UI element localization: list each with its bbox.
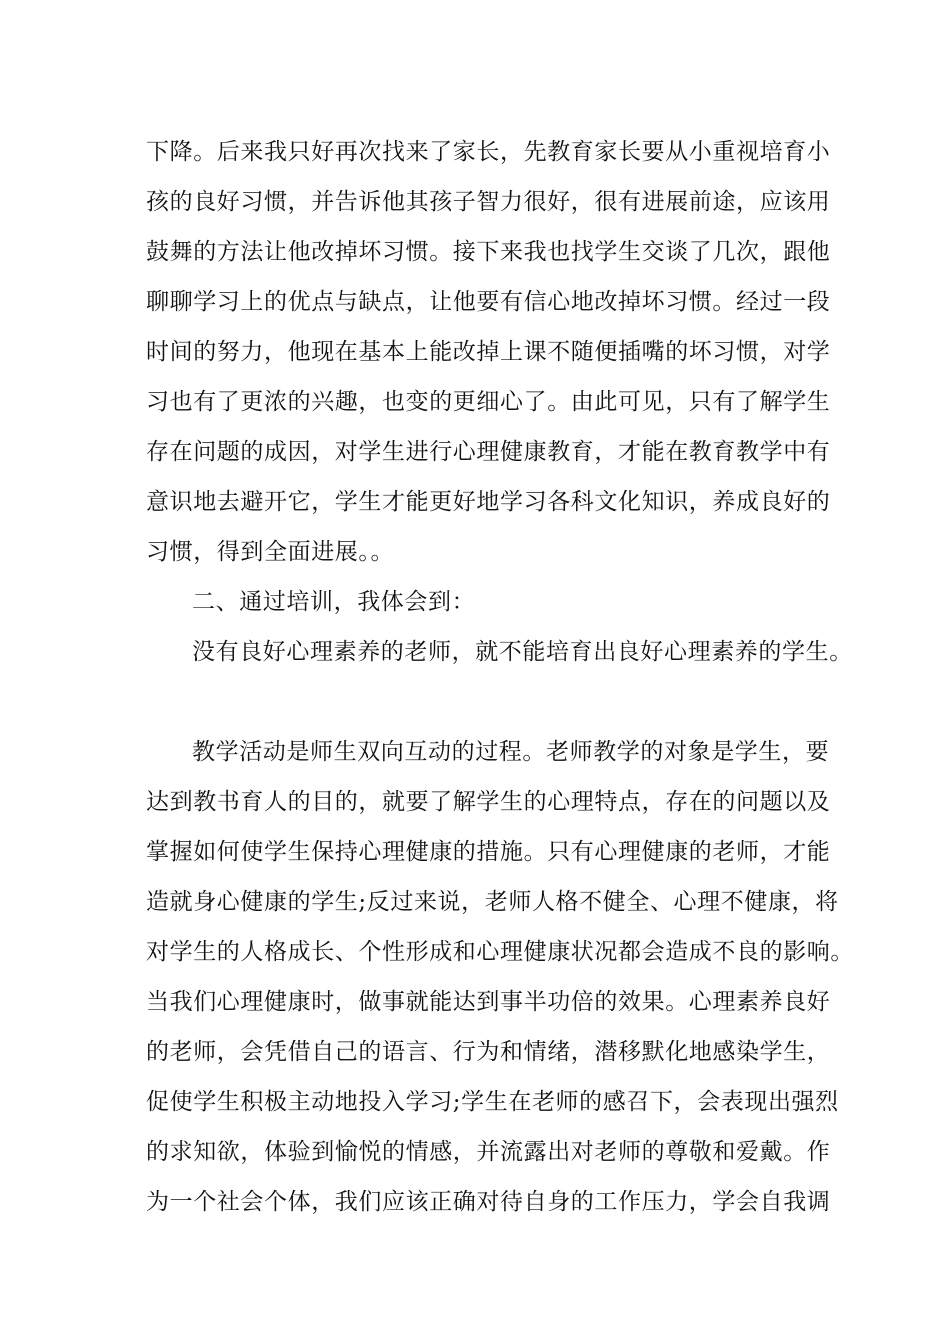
paragraph1-line: 鼓舞的方法让他改掉坏习惯。接下来我也找学生交谈了几次，跟他 xyxy=(146,239,831,265)
paragraph1-line: 孩的良好习惯，并告诉他其孩子智力很好，很有进展前途，应该用 xyxy=(146,189,831,215)
paragraph2-line: 促使学生积极主动地投入学习;学生在老师的感召下，会表现出强烈 xyxy=(146,1089,839,1115)
paragraph1-line: 意识地去避开它，学生才能更好地学习各科文化知识，养成良好的 xyxy=(146,489,831,515)
paragraph1-line: 时间的努力，他现在基本上能改掉上课不随便插嘴的坏习惯，对学 xyxy=(146,339,831,365)
paragraph1-line: 下降。后来我只好再次找来了家长，先教育家长要从小重视培育小 xyxy=(146,139,831,165)
paragraph2-line: 对学生的人格成长、个性形成和心理健康状况都会造成不良的影响。 xyxy=(146,939,854,965)
paragraph1-line: 聊聊学习上的优点与缺点，让他要有信心地改掉坏习惯。经过一段 xyxy=(146,289,831,315)
key-sentence: 没有良好心理素养的老师，就不能培育出良好心理素养的学生。 xyxy=(192,639,853,665)
paragraph2-line: 教学活动是师生双向互动的过程。老师教学的对象是学生，要 xyxy=(192,739,830,765)
paragraph1-line: 习惯，得到全面进展。。 xyxy=(146,539,395,565)
paragraph2-line: 造就身心健康的学生;反过来说，老师人格不健全、心理不健康，将 xyxy=(146,889,839,915)
paragraph2-line: 当我们心理健康时，做事就能达到事半功倍的效果。心理素养良好 xyxy=(146,989,831,1015)
section-heading: 二、通过培训，我体会到： xyxy=(192,589,476,615)
paragraph2-line: 达到教书育人的目的，就要了解学生的心理特点，存在的问题以及 xyxy=(146,789,831,815)
paragraph1-line: 习也有了更浓的兴趣，也变的更细心了。由此可见，只有了解学生 xyxy=(146,389,831,415)
paragraph2-line: 掌握如何使学生保持心理健康的措施。只有心理健康的老师，才能 xyxy=(146,839,831,865)
paragraph2-line: 为一个社会个体，我们应该正确对待自身的工作压力，学会自我调 xyxy=(146,1189,831,1215)
paragraph1-line: 存在问题的成因，对学生进行心理健康教育，才能在教育教学中有 xyxy=(146,439,831,465)
paragraph2-line: 的老师，会凭借自己的语言、行为和情绪，潜移默化地感染学生， xyxy=(146,1039,831,1065)
paragraph2-line: 的求知欲，体验到愉悦的情感，并流露出对老师的尊敬和爱戴。作 xyxy=(146,1139,831,1165)
